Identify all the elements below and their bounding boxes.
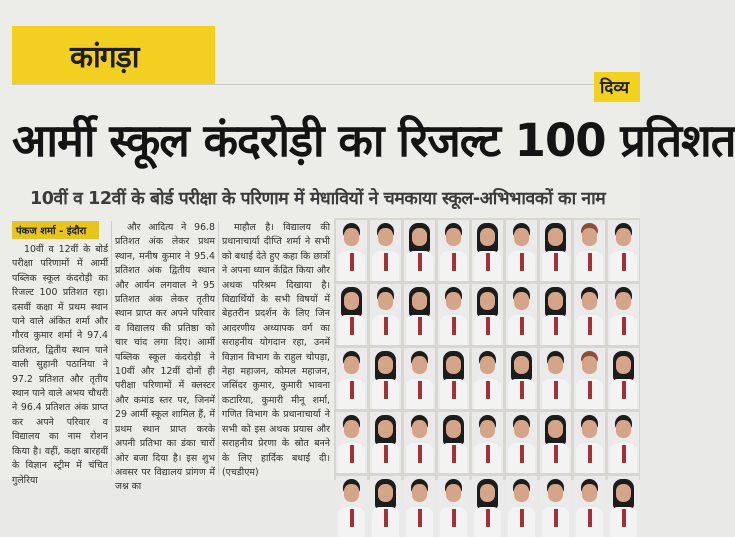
student-portrait	[336, 220, 367, 281]
student-portrait	[472, 284, 503, 345]
article-column-3: माहौल है। विद्यालय की प्रधानाचार्या दीप्ति शर्मा ने सभी को बधाई देते हुए कहा कि छात्रों ने अपना ध्यान केंद्रित किया और अथक परिश्रम दिखाया है। विद्यार्थियों के सभी विषयों में बेहतरीन प्रदर्शन के लिए जिन आदरणीय अध्यापक वर्ग का सराहनीय योगदान रहा, उनमें विज्ञान विभाग के राहुल चोपड़ा, नेहा महाजन, कोमल महाजन, जसिंदर कुमार, कुमारी भावना कटारिया, कुमारी मीनू शर्मा, गणित विभाग के प्रधानाचार्या ने सभी को इस अथक प्रयास और सराहनीय प्रेरणा के स्रोत बनने के लिए हार्दिक बधाई दी। (एचडीएम)	[222, 222, 330, 478]
student-portrait	[472, 412, 503, 473]
student-portrait	[370, 476, 401, 537]
article-column-1: 10वीं व 12वीं के बोर्ड परीक्षा परिणामों में आर्मी पब्लिक स्कूल कंदरोड़ी का रिजल्ट 100 प्रतिशत रहा। दसवीं कक्षा में प्रथम स्थान पाने वाले अंकित शर्मा और गौरव कुमार शर्मा ने 97.4 प्रतिशत, द्वितीय स्थान पाने वाली सुहानी पठानिया ने 97.2 प्रतिशत और तृतीय स्थान पाने वाले अभय चौधरी ने 96.4 प्रतिशत अंक प्राप्त कर अपने परिवार व विद्यालय का नाम रोशन किया है। वहीं, कक्षा बारहवीं के विज्ञान स्ट्रीम में चंचित गुलेरिया	[12, 244, 108, 486]
brand-fragment-text: दिव्य	[600, 78, 630, 98]
student-portrait	[404, 476, 435, 537]
student-portrait	[336, 284, 367, 345]
byline-text: पंकज शर्मा - इंदौरा	[16, 226, 87, 237]
student-portrait	[472, 220, 503, 281]
student-portrait	[336, 476, 367, 537]
student-photo-grid	[334, 218, 640, 480]
student-portrait	[370, 220, 401, 281]
student-portrait	[540, 220, 571, 281]
student-portrait	[336, 412, 367, 473]
article-headline: आर्मी स्कूल कंदरोड़ी का रिजल्ट 100 प्रतिशत	[12, 114, 735, 167]
student-portrait	[404, 284, 435, 345]
student-portrait	[438, 220, 469, 281]
student-portrait	[438, 284, 469, 345]
student-portrait	[574, 412, 605, 473]
student-portrait	[506, 284, 537, 345]
student-portrait	[438, 348, 469, 409]
student-portrait	[540, 476, 571, 537]
student-portrait	[506, 348, 537, 409]
student-portrait	[540, 284, 571, 345]
student-portrait	[370, 348, 401, 409]
student-portrait	[608, 220, 639, 281]
article-column-2: और आदित्य ने 96.8 प्रतिशत अंक लेकर प्रथम स्थान, मनीष कुमार ने 95.4 प्रतिशत अंक द्वितीय स्थान और आर्यन लगवाल ने 95 प्रतिशत अंक लेकर तृतीय स्थान प्राप्त कर अपने परिवार व विद्यालय की प्रतिष्ठा को चार चांद लगा दिए। आर्मी पब्लिक स्कूल कंदरोड़ी ने 10वीं और 12वीं दोनों ही परीक्षा परिणामों में क्लस्टर और कमांड स्तर पर, जिनमें 29 आर्मी स्कूल शामिल हैं, में प्रथम स्थान प्राप्त करके अपनी प्रतिभा का डंका चारों ओर बजा दिया है। इस शुभ अवसर पर विद्यालय प्रांगण में जश्न का	[115, 222, 215, 493]
student-portrait	[608, 476, 639, 537]
section-label: कांगड़ा	[70, 40, 139, 75]
student-portrait	[370, 412, 401, 473]
student-portrait	[608, 284, 639, 345]
student-portrait	[506, 476, 537, 537]
article-subheadline: 10वीं व 12वीं के बोर्ड परीक्षा के परिणाम में मेधावियों ने चमकाया स्कूल-अभिभावकों का नाम	[30, 189, 606, 209]
student-portrait	[404, 412, 435, 473]
masthead-fragment	[594, 72, 640, 102]
student-portrait	[370, 284, 401, 345]
student-portrait	[608, 348, 639, 409]
student-portrait	[608, 412, 639, 473]
student-portrait	[506, 412, 537, 473]
student-portrait	[336, 348, 367, 409]
student-portrait	[574, 220, 605, 281]
student-portrait	[404, 220, 435, 281]
student-portrait	[574, 476, 605, 537]
section-label-banner	[12, 26, 215, 84]
section-divider	[12, 84, 640, 85]
student-portrait	[574, 284, 605, 345]
student-portrait	[472, 348, 503, 409]
student-portrait	[404, 348, 435, 409]
column-divider	[111, 221, 112, 475]
student-portrait	[472, 476, 503, 537]
byline-box	[12, 221, 99, 239]
student-portrait	[540, 412, 571, 473]
column-divider	[218, 221, 219, 475]
student-portrait	[438, 476, 469, 537]
student-portrait	[438, 412, 469, 473]
student-portrait	[540, 348, 571, 409]
student-portrait	[574, 348, 605, 409]
student-portrait	[506, 220, 537, 281]
